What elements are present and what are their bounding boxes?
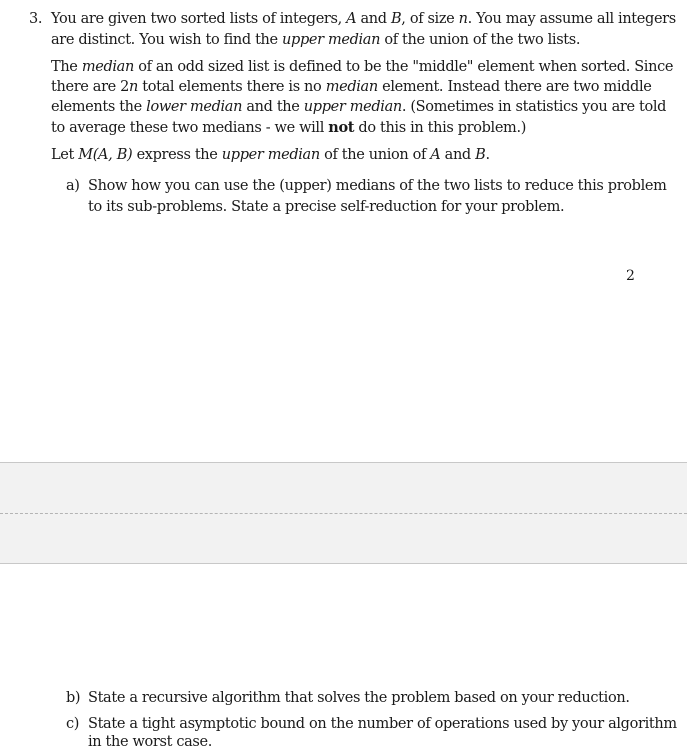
math-m-a-b: M(A, B) bbox=[78, 147, 133, 163]
em-median: median bbox=[81, 59, 134, 75]
let-line: Let M(A, B) express the upper median of the union of A and B. bbox=[51, 147, 490, 163]
question-number: 3. bbox=[29, 11, 43, 27]
page-number: 2 bbox=[626, 268, 635, 284]
var-b: B bbox=[475, 147, 486, 163]
part-b-text: State a recursive algorithm that solves the problem based on your reduction. bbox=[88, 690, 630, 706]
var-a: A bbox=[430, 147, 441, 163]
em-upper-median: upper median bbox=[282, 32, 381, 48]
page-break-gap bbox=[0, 462, 687, 564]
strong-not: not bbox=[328, 119, 355, 136]
var-a: A bbox=[346, 11, 357, 27]
page-break-divider bbox=[0, 513, 687, 514]
var-n: n bbox=[458, 11, 468, 27]
part-a-line-1: Show how you can use the (upper) medians of the two lists to reduce this problem bbox=[88, 178, 667, 194]
part-c-line-2: in the worst case. bbox=[88, 734, 212, 750]
em-upper-median: upper median bbox=[303, 99, 402, 115]
part-a-line-2: to its sub-problems. State a precise self-reduction for your problem. bbox=[88, 199, 565, 215]
part-c-label: c) bbox=[66, 716, 80, 732]
definition-line-2: there are 2n total elements there is no median element. Instead there are two middle bbox=[51, 79, 652, 95]
var-n: n bbox=[129, 79, 139, 95]
definition-line-4: to average these two medians - we will not do this in this problem.) bbox=[51, 119, 527, 136]
intro-line-1: You are given two sorted lists of integers, A and B, of size n. You may assume all integers bbox=[51, 11, 676, 27]
part-b-label: b) bbox=[66, 690, 81, 706]
em-lower-median: lower median bbox=[146, 99, 243, 115]
definition-line-3: elements the lower median and the upper median. (Sometimes in statistics you are told bbox=[51, 99, 667, 115]
part-a-label: a) bbox=[66, 178, 80, 194]
part-c-line-1: State a tight asymptotic bound on the number of operations used by your algorithm bbox=[88, 716, 677, 732]
definition-line-1: The median of an odd sized list is defined to be the "middle" element when sorted. Since bbox=[51, 59, 674, 75]
intro-line-2: are distinct. You wish to find the upper median of the union of the two lists. bbox=[51, 32, 581, 48]
em-upper-median: upper median bbox=[221, 147, 320, 163]
var-b: B bbox=[390, 11, 402, 27]
em-median: median bbox=[325, 79, 378, 95]
